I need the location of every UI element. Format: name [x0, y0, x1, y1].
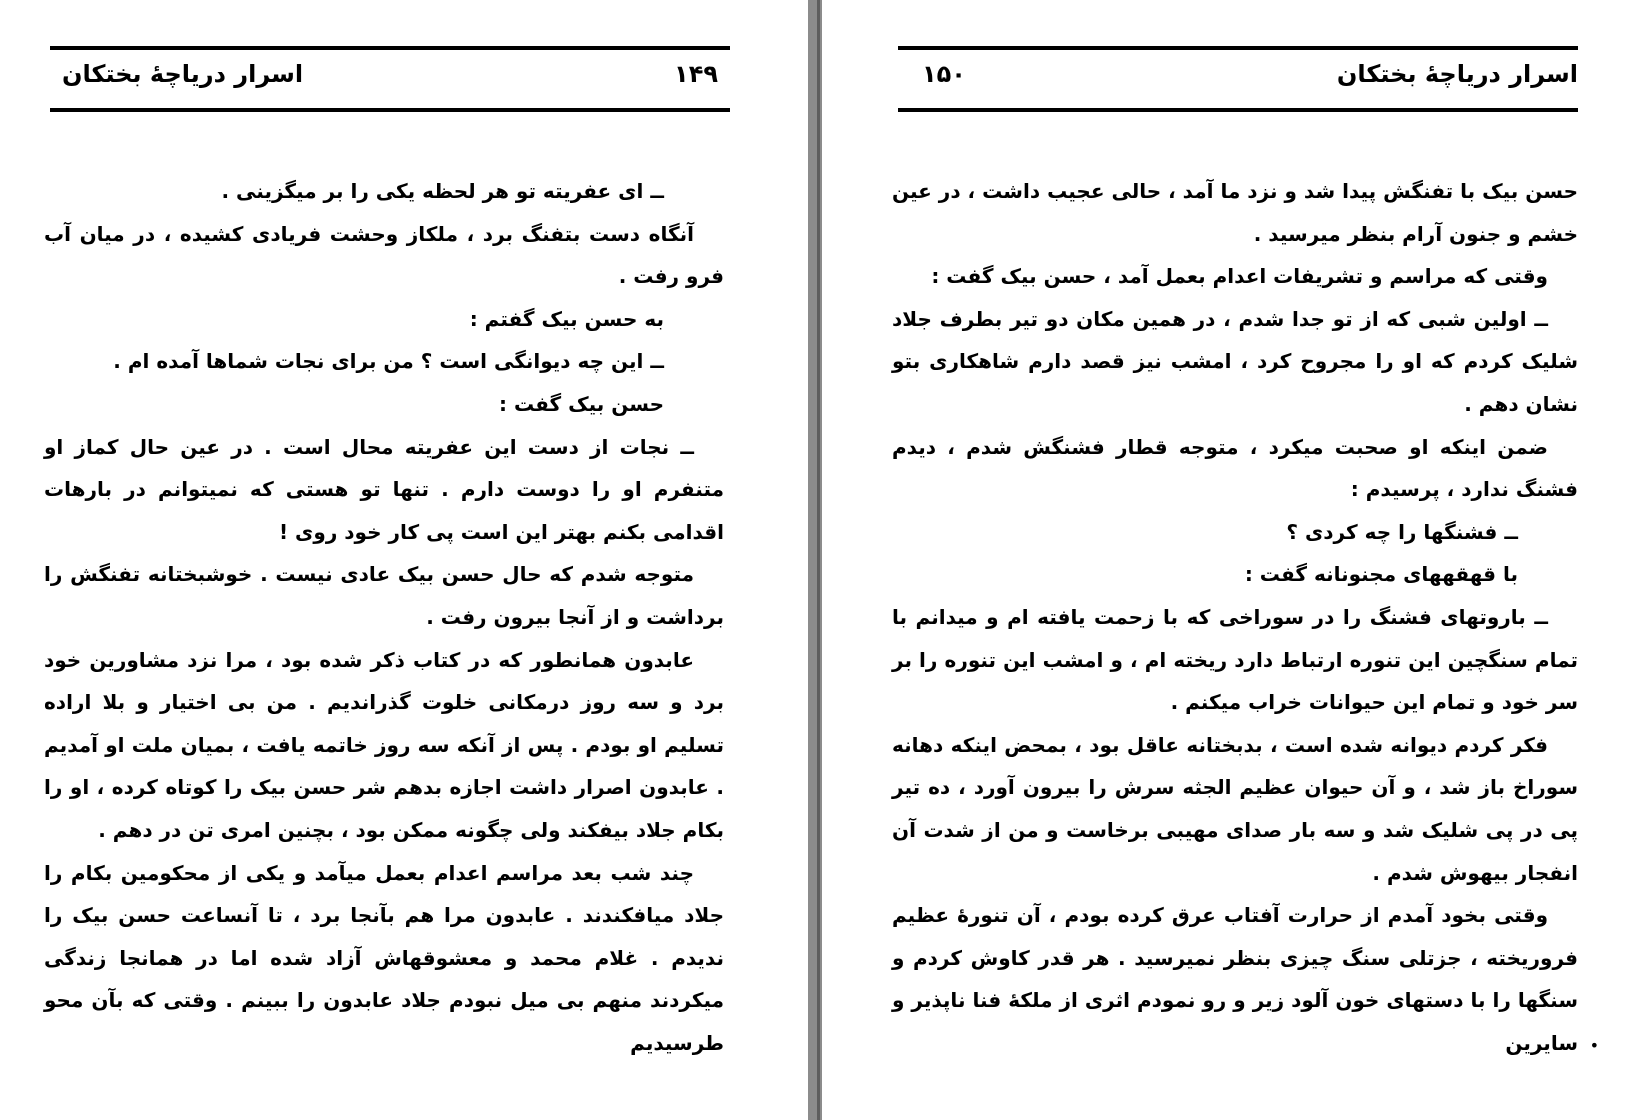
page-number: ۱۴۹: [674, 60, 718, 88]
right-page-body: [892, 170, 1578, 1064]
paragraph: ــ باروتهای فشنگ را در سوراخی که با زحمت یافته ام و میدانم با تمام سنگچین این تنوره ارتباط دارد ریخته ام ، و امشب این تنوره را بر سر خود و تمام این حیوانات خراب میکنم .: [892, 604, 1578, 715]
paragraph: متوجه شدم که حال حسن بیک عادی نیست . خوشبختانه تفنگش را برداشت و از آنجا بیرون رفت .: [44, 562, 724, 629]
right-page-header: [898, 46, 1578, 112]
running-title: اسرار دریاچهٔ بختکان: [1336, 60, 1578, 88]
left-page-header: [50, 46, 730, 112]
paragraph: ضمن اینکه او صحبت میکرد ، متوجه قطار فشنگش شدم ، دیدم فشنگ ندارد ، پرسیدم :: [892, 434, 1578, 502]
book-gutter: [808, 0, 822, 1120]
left-page: [0, 0, 808, 1120]
paragraph: ــ اولین شبی که از تو جدا شدم ، در همین مکان دو تیر بطرف جلاد شلیک کردم که او را مجروح کرد ، امشب نیز قصد دارم شاهکاری بتو نشان دهم .: [892, 306, 1578, 416]
paragraph: وقتی بخود آمدم از حرارت آفتاب عرق کرده بودم ، آن تنورهٔ عظیم فروریخته ، جزتلی سنگ چیزی بنظر نمیرسید . هر قدر کاوش کردم و سنگها را با دستهای خون آلود زیر و رو نمودم اثری از ملکهٔ فنا ناپذیر و سایرین: [892, 903, 1578, 1055]
right-page: [822, 0, 1627, 1120]
paragraph: ــ این چه دیوانگی است ؟ من برای نجات شماها آمده ام .: [113, 349, 664, 374]
paragraph: آنگاه دست بتفنگ برد ، ملکاز وحشت فریادی کشیده ، در میان آب فرو رفت .: [44, 221, 724, 289]
paragraph: ــ ای عفریته تو هر لحظه یکی را بر میگزینی .: [221, 179, 664, 203]
paragraph: حسن بیک با تفنگش پیدا شد و نزد ما آمد ، حالی عجیب داشت ، در عین خشم و جنون آرام بنظر میرسید .: [892, 179, 1578, 246]
continuation-dot: •: [1589, 1036, 1599, 1055]
paragraph: حسن بیک گفت :: [499, 391, 664, 416]
page-number: ۱۵۰: [922, 60, 966, 88]
left-page-body: [44, 170, 724, 1064]
running-title: اسرار دریاچهٔ بختکان: [62, 60, 304, 88]
paragraph: چند شب بعد مراسم اعدام بعمل میآمد و یکی از محکومین بکام را جلاد میافکندند . عابدون مرا هم بآنجا برد ، تا آنساعت حسن بیک را ندیدم . غلام محمد و معشوقهاش آزاد شده اما در همانجا زندگی میکردند منهم بی میل نبودم جلاد عابدون را ببینم . وقتی که بآن محو طرسیدیم: [44, 860, 724, 1055]
paragraph: وقتی که مراسم و تشریفات اعدام بعمل آمد ، حسن بیک گفت :: [931, 264, 1548, 289]
paragraph: ــ فشنگها را چه کردی ؟: [1286, 519, 1518, 544]
paragraph: به حسن بیک گفتم :: [469, 306, 664, 331]
paragraph: فکر کردم دیوانه شده است ، بدبختانه عاقل بود ، بمحض اینکه دهانه سوراخ باز شد ، و آن حیوان عظیم الجثه سرش را بیرون آورد ، ده تیر پی در پی شلیک شد و سه بار صدای مهیبی برخاست و من از شدت آن انفجار بیهوش شدم .: [892, 732, 1578, 885]
paragraph: با قهقههای مجنونانه گفت :: [1244, 562, 1518, 587]
paragraph: عابدون همانطور که در کتاب ذکر شده بود ، مرا نزد مشاورین خود برد و سه روز درمکانی خلوت گذراندیم . من بی اختیار و بلا اراده تسلیم او بودم . پس از آنکه سه روز خاتمه یافت ، بمیان ملت او آمدیم . عابدون اصرار داشت اجازه بدهم شر حسن بیک را کوتاه کرده ، او را بکام جلاد بیفکند ولی چگونه ممکن بود ، بچنین امری تن در دهم .: [44, 647, 724, 842]
paragraph: ــ نجات از دست این عفریته محال است . در عین حال کماز او متنفرم او را دوست دارم . تنها تو هستی که نمیتوانم در بارهات اقدامی بکنم بهتر این است پی کار خود روی !: [44, 434, 724, 544]
